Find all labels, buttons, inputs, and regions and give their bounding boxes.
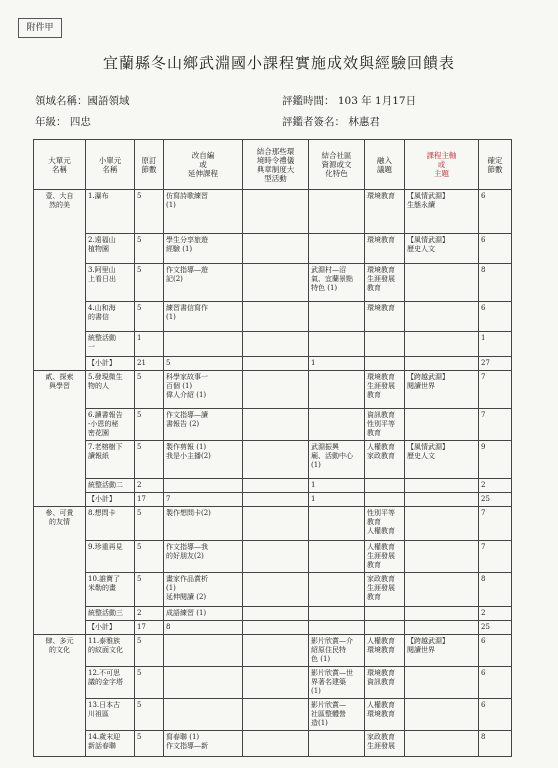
confirmed-hours-cell: 6	[479, 190, 512, 234]
table-row	[34, 573, 512, 607]
orig-hours-cell: 5	[135, 573, 164, 607]
page-title: 宜蘭縣冬山鄉武淵國小課程實施成效與經驗回饋表	[102, 54, 455, 72]
confirmed-hours-cell: 7	[479, 541, 512, 573]
modified-course-cell	[164, 332, 243, 357]
env-cell	[243, 302, 309, 332]
subunit-cell: 5.發現微生 物的人	[86, 371, 135, 409]
issue-cell: 環境教育	[365, 302, 405, 332]
confirmed-hours-cell: 8	[479, 573, 512, 607]
table-row	[34, 234, 512, 264]
orig-hours-cell: 5	[135, 234, 164, 264]
orig-hours-cell: 5	[135, 409, 164, 441]
orig-hours-cell: 2	[135, 479, 164, 493]
subunit-cell: 14.歲末迎 新話春聯	[86, 731, 135, 757]
issue-cell	[365, 479, 405, 493]
community-cell	[309, 507, 365, 541]
table-row	[34, 479, 512, 493]
env-cell	[243, 699, 309, 731]
subunit-cell: 8.想問卡	[86, 507, 135, 541]
modified-course-cell: 5	[164, 357, 243, 371]
table-row	[34, 607, 512, 621]
issue-cell: 人權教育 生涯發展 教育	[365, 541, 405, 573]
orig-hours-cell: 17	[135, 621, 164, 635]
table-row	[34, 371, 512, 409]
table-row	[34, 635, 512, 667]
modified-course-cell	[164, 699, 243, 731]
issue-cell: 環境教育 生涯發展 教育	[365, 371, 405, 409]
env-cell	[243, 573, 309, 607]
confirmed-hours-cell: 2	[479, 479, 512, 493]
table-row	[34, 302, 512, 332]
table-row	[34, 409, 512, 441]
theme-cell: 【風情武淵】 生態永續	[405, 190, 479, 234]
theme-cell	[405, 573, 479, 607]
unit-name-cell: 參、可貴 的友情	[34, 507, 86, 635]
confirmed-hours-cell: 6	[479, 667, 512, 699]
community-cell	[309, 731, 365, 757]
issue-cell: 環境教育 資訊教育	[365, 667, 405, 699]
subunit-cell: 9.珍重再見	[86, 541, 135, 573]
orig-hours-cell: 5	[135, 190, 164, 234]
modified-course-cell: 學生分享旅遊 經驗 (1)	[164, 234, 243, 264]
theme-cell	[405, 493, 479, 507]
issue-cell	[365, 357, 405, 371]
modified-course-cell: 仿寫詩歌練習 (1)	[164, 190, 243, 234]
header-theme: 課程主軸 或 主題	[405, 140, 479, 190]
community-cell: 1	[309, 479, 365, 493]
unit-name-cell: 肆、多元 的文化	[34, 635, 86, 757]
modified-course-cell: 科學家故事一 百個 (1) 偉人介紹 (1)	[164, 371, 243, 409]
theme-cell	[405, 357, 479, 371]
modified-course-cell	[164, 635, 243, 667]
community-cell	[309, 409, 365, 441]
theme-cell: 【跨越武淵】 閱讀世界	[405, 635, 479, 667]
issue-cell: 環境教育 生涯發展 教育	[365, 264, 405, 302]
field-name: 領域名稱：國語領域	[35, 95, 130, 107]
subunit-cell: 6.讀書報告 -小恩的秘 密花園	[86, 409, 135, 441]
unit-name-cell: 貳、探索 與學習	[34, 371, 86, 507]
env-cell	[243, 635, 309, 667]
confirmed-hours-cell: 1	[479, 332, 512, 357]
env-cell	[243, 731, 309, 757]
community-cell: 1	[309, 357, 365, 371]
modified-course-cell: 7	[164, 493, 243, 507]
confirmed-hours-cell: 25	[479, 621, 512, 635]
orig-hours-cell: 5	[135, 441, 164, 479]
issue-cell	[365, 332, 405, 357]
modified-course-cell: 畫家作品賞析 (1) 延伸閱讀 (2)	[164, 573, 243, 607]
modified-course-cell: 作文指導—讀 書報告 (2)	[164, 409, 243, 441]
community-cell: 影片欣賞— 社區整體營 造(1)	[309, 699, 365, 731]
orig-hours-cell: 5	[135, 264, 164, 302]
table-row	[34, 264, 512, 302]
confirmed-hours-cell: 8	[479, 264, 512, 302]
theme-cell	[405, 699, 479, 731]
modified-course-cell	[164, 667, 243, 699]
theme-cell	[405, 731, 479, 757]
table-row	[34, 493, 512, 507]
issue-cell: 資訊教育 性別平等 教育	[365, 409, 405, 441]
table-row	[34, 332, 512, 357]
env-cell	[243, 409, 309, 441]
theme-cell: 【風情武淵】 歷史人文	[405, 234, 479, 264]
community-cell: 武淵振興 廟、活動中心 (1)	[309, 441, 365, 479]
issue-cell: 環境教育	[365, 234, 405, 264]
confirmed-hours-cell: 27	[479, 357, 512, 371]
theme-cell	[405, 507, 479, 541]
community-cell	[309, 607, 365, 621]
header-unit: 大單元 名稱	[34, 140, 86, 190]
community-cell	[309, 332, 365, 357]
issue-cell: 人權教育 家政教育	[365, 441, 405, 479]
community-cell	[309, 573, 365, 607]
theme-cell	[405, 409, 479, 441]
confirmed-hours-cell: 6	[479, 234, 512, 264]
theme-cell: 【跨越武淵】 閱讀世界	[405, 371, 479, 409]
community-cell	[309, 541, 365, 573]
env-cell	[243, 264, 309, 302]
community-cell	[309, 621, 365, 635]
issue-cell: 環境教育	[365, 190, 405, 234]
theme-cell	[405, 607, 479, 621]
table-row	[34, 357, 512, 371]
community-cell: 影片欣賞—介 紹原住民特 色 (1)	[309, 635, 365, 667]
env-cell	[243, 190, 309, 234]
curriculum-table	[33, 139, 512, 757]
header-subunit: 小單元 名稱	[86, 140, 135, 190]
confirmed-hours-cell: 6	[479, 635, 512, 667]
theme-cell	[405, 621, 479, 635]
modified-course-cell: 8	[164, 621, 243, 635]
theme-cell	[405, 264, 479, 302]
confirmed-hours-cell: 6	[479, 699, 512, 731]
modified-course-cell: 作文指導—遊 記(2)	[164, 264, 243, 302]
evaluation-time: 評鑑時間： 103 年 1月17日	[282, 95, 417, 107]
issue-cell: 人權教育 環境教育	[365, 699, 405, 731]
orig-hours-cell: 5	[135, 731, 164, 757]
table-row	[34, 667, 512, 699]
community-cell: 武淵村—沼 氣、宜蘭景點 特色 (1)	[309, 264, 365, 302]
env-cell	[243, 357, 309, 371]
header-modified: 改自編 或 延伸課程	[164, 140, 243, 190]
confirmed-hours-cell: 25	[479, 493, 512, 507]
orig-hours-cell: 5	[135, 507, 164, 541]
modified-course-cell: 練習書信寫作 (1)	[164, 302, 243, 332]
table-row	[34, 541, 512, 573]
confirmed-hours-cell: 7	[479, 371, 512, 409]
community-cell	[309, 302, 365, 332]
env-cell	[243, 507, 309, 541]
attachment-label: 附件甲	[18, 18, 62, 38]
env-cell	[243, 371, 309, 409]
table-row	[34, 441, 512, 479]
confirmed-hours-cell: 7	[479, 507, 512, 541]
issue-cell: 人權教育 環境教育	[365, 635, 405, 667]
header-confirmed: 確定 節數	[479, 140, 512, 190]
subunit-cell: 【小計】	[86, 621, 135, 635]
orig-hours-cell: 17	[135, 493, 164, 507]
subunit-cell: 11.泰雅族 的紋面文化	[86, 635, 135, 667]
table-row	[34, 699, 512, 731]
orig-hours-cell: 5	[135, 699, 164, 731]
community-cell: 1	[309, 493, 365, 507]
theme-cell	[405, 302, 479, 332]
modified-course-cell: 製作剪報 (1) 我是小主播(2)	[164, 441, 243, 479]
env-cell	[243, 621, 309, 635]
env-cell	[243, 479, 309, 493]
subunit-cell: 12.不可思 議的金字塔	[86, 667, 135, 699]
table-row	[34, 621, 512, 635]
table-row	[34, 507, 512, 541]
env-cell	[243, 667, 309, 699]
orig-hours-cell: 1	[135, 332, 164, 357]
community-cell: 影片欣賞—世 界著名建築 (1)	[309, 667, 365, 699]
orig-hours-cell: 5	[135, 371, 164, 409]
theme-cell	[405, 332, 479, 357]
subunit-cell: 1.瀑布	[86, 190, 135, 234]
subunit-cell: 3.阿里山 上看日出	[86, 264, 135, 302]
header-env: 結合那些環 境時令禮儀 典章制度大 型活動	[243, 140, 309, 190]
modified-course-cell: 作文指導—我 的好朋友(2)	[164, 541, 243, 573]
issue-cell	[365, 607, 405, 621]
community-cell	[309, 371, 365, 409]
orig-hours-cell: 2	[135, 607, 164, 621]
subunit-cell: 統整活動三	[86, 607, 135, 621]
confirmed-hours-cell: 9	[479, 441, 512, 479]
orig-hours-cell: 5	[135, 635, 164, 667]
confirmed-hours-cell: 8	[479, 731, 512, 757]
issue-cell: 性別平等 教育 人權教育	[365, 507, 405, 541]
theme-cell: 【風情武淵】 歷史人文	[405, 441, 479, 479]
env-cell	[243, 234, 309, 264]
modified-course-cell: 成語練習 (1)	[164, 607, 243, 621]
issue-cell: 家政教育 生涯發展	[365, 731, 405, 757]
orig-hours-cell: 5	[135, 667, 164, 699]
env-cell	[243, 441, 309, 479]
env-cell	[243, 493, 309, 507]
table-row	[34, 190, 512, 234]
orig-hours-cell: 21	[135, 357, 164, 371]
confirmed-hours-cell: 2	[479, 607, 512, 621]
env-cell	[243, 332, 309, 357]
community-cell	[309, 190, 365, 234]
env-cell	[243, 541, 309, 573]
unit-name-cell: 壹、大自 然的美	[34, 190, 86, 371]
issue-cell	[365, 621, 405, 635]
subunit-cell: 4.山和海 的書信	[86, 302, 135, 332]
issue-cell: 家政教育 生涯發展 教育	[365, 573, 405, 607]
subunit-cell: 統整活動二	[86, 479, 135, 493]
subunit-cell: 10.誰寶了 米勒的畫	[86, 573, 135, 607]
orig-hours-cell: 5	[135, 541, 164, 573]
orig-hours-cell: 5	[135, 302, 164, 332]
theme-cell	[405, 541, 479, 573]
evaluator-signature: 評鑑者簽名： 林惠君	[282, 116, 380, 128]
confirmed-hours-cell: 7	[479, 409, 512, 441]
subunit-cell: 統整活動 一	[86, 332, 135, 357]
table-row	[34, 731, 512, 757]
subunit-cell: 【小計】	[86, 357, 135, 371]
header-community: 結合社區 資源或文 化特色	[309, 140, 365, 190]
env-cell	[243, 607, 309, 621]
modified-course-cell: 寫春聯 (1) 作文指導—新	[164, 731, 243, 757]
header-orig: 原訂 節數	[135, 140, 164, 190]
modified-course-cell: 製作想問卡(2)	[164, 507, 243, 541]
subunit-cell: 13.日本古 川祖區	[86, 699, 135, 731]
confirmed-hours-cell: 6	[479, 302, 512, 332]
community-cell	[309, 234, 365, 264]
subunit-cell: 【小計】	[86, 493, 135, 507]
theme-cell	[405, 667, 479, 699]
subunit-cell: 2.遠福山 植物園	[86, 234, 135, 264]
theme-cell	[405, 479, 479, 493]
header-row	[34, 140, 512, 190]
subunit-cell: 7.老榕樹下 讀報紙	[86, 441, 135, 479]
issue-cell	[365, 493, 405, 507]
modified-course-cell	[164, 479, 243, 493]
header-issue: 融入 議題	[365, 140, 405, 190]
grade-label: 年級： 四忠	[35, 116, 91, 128]
